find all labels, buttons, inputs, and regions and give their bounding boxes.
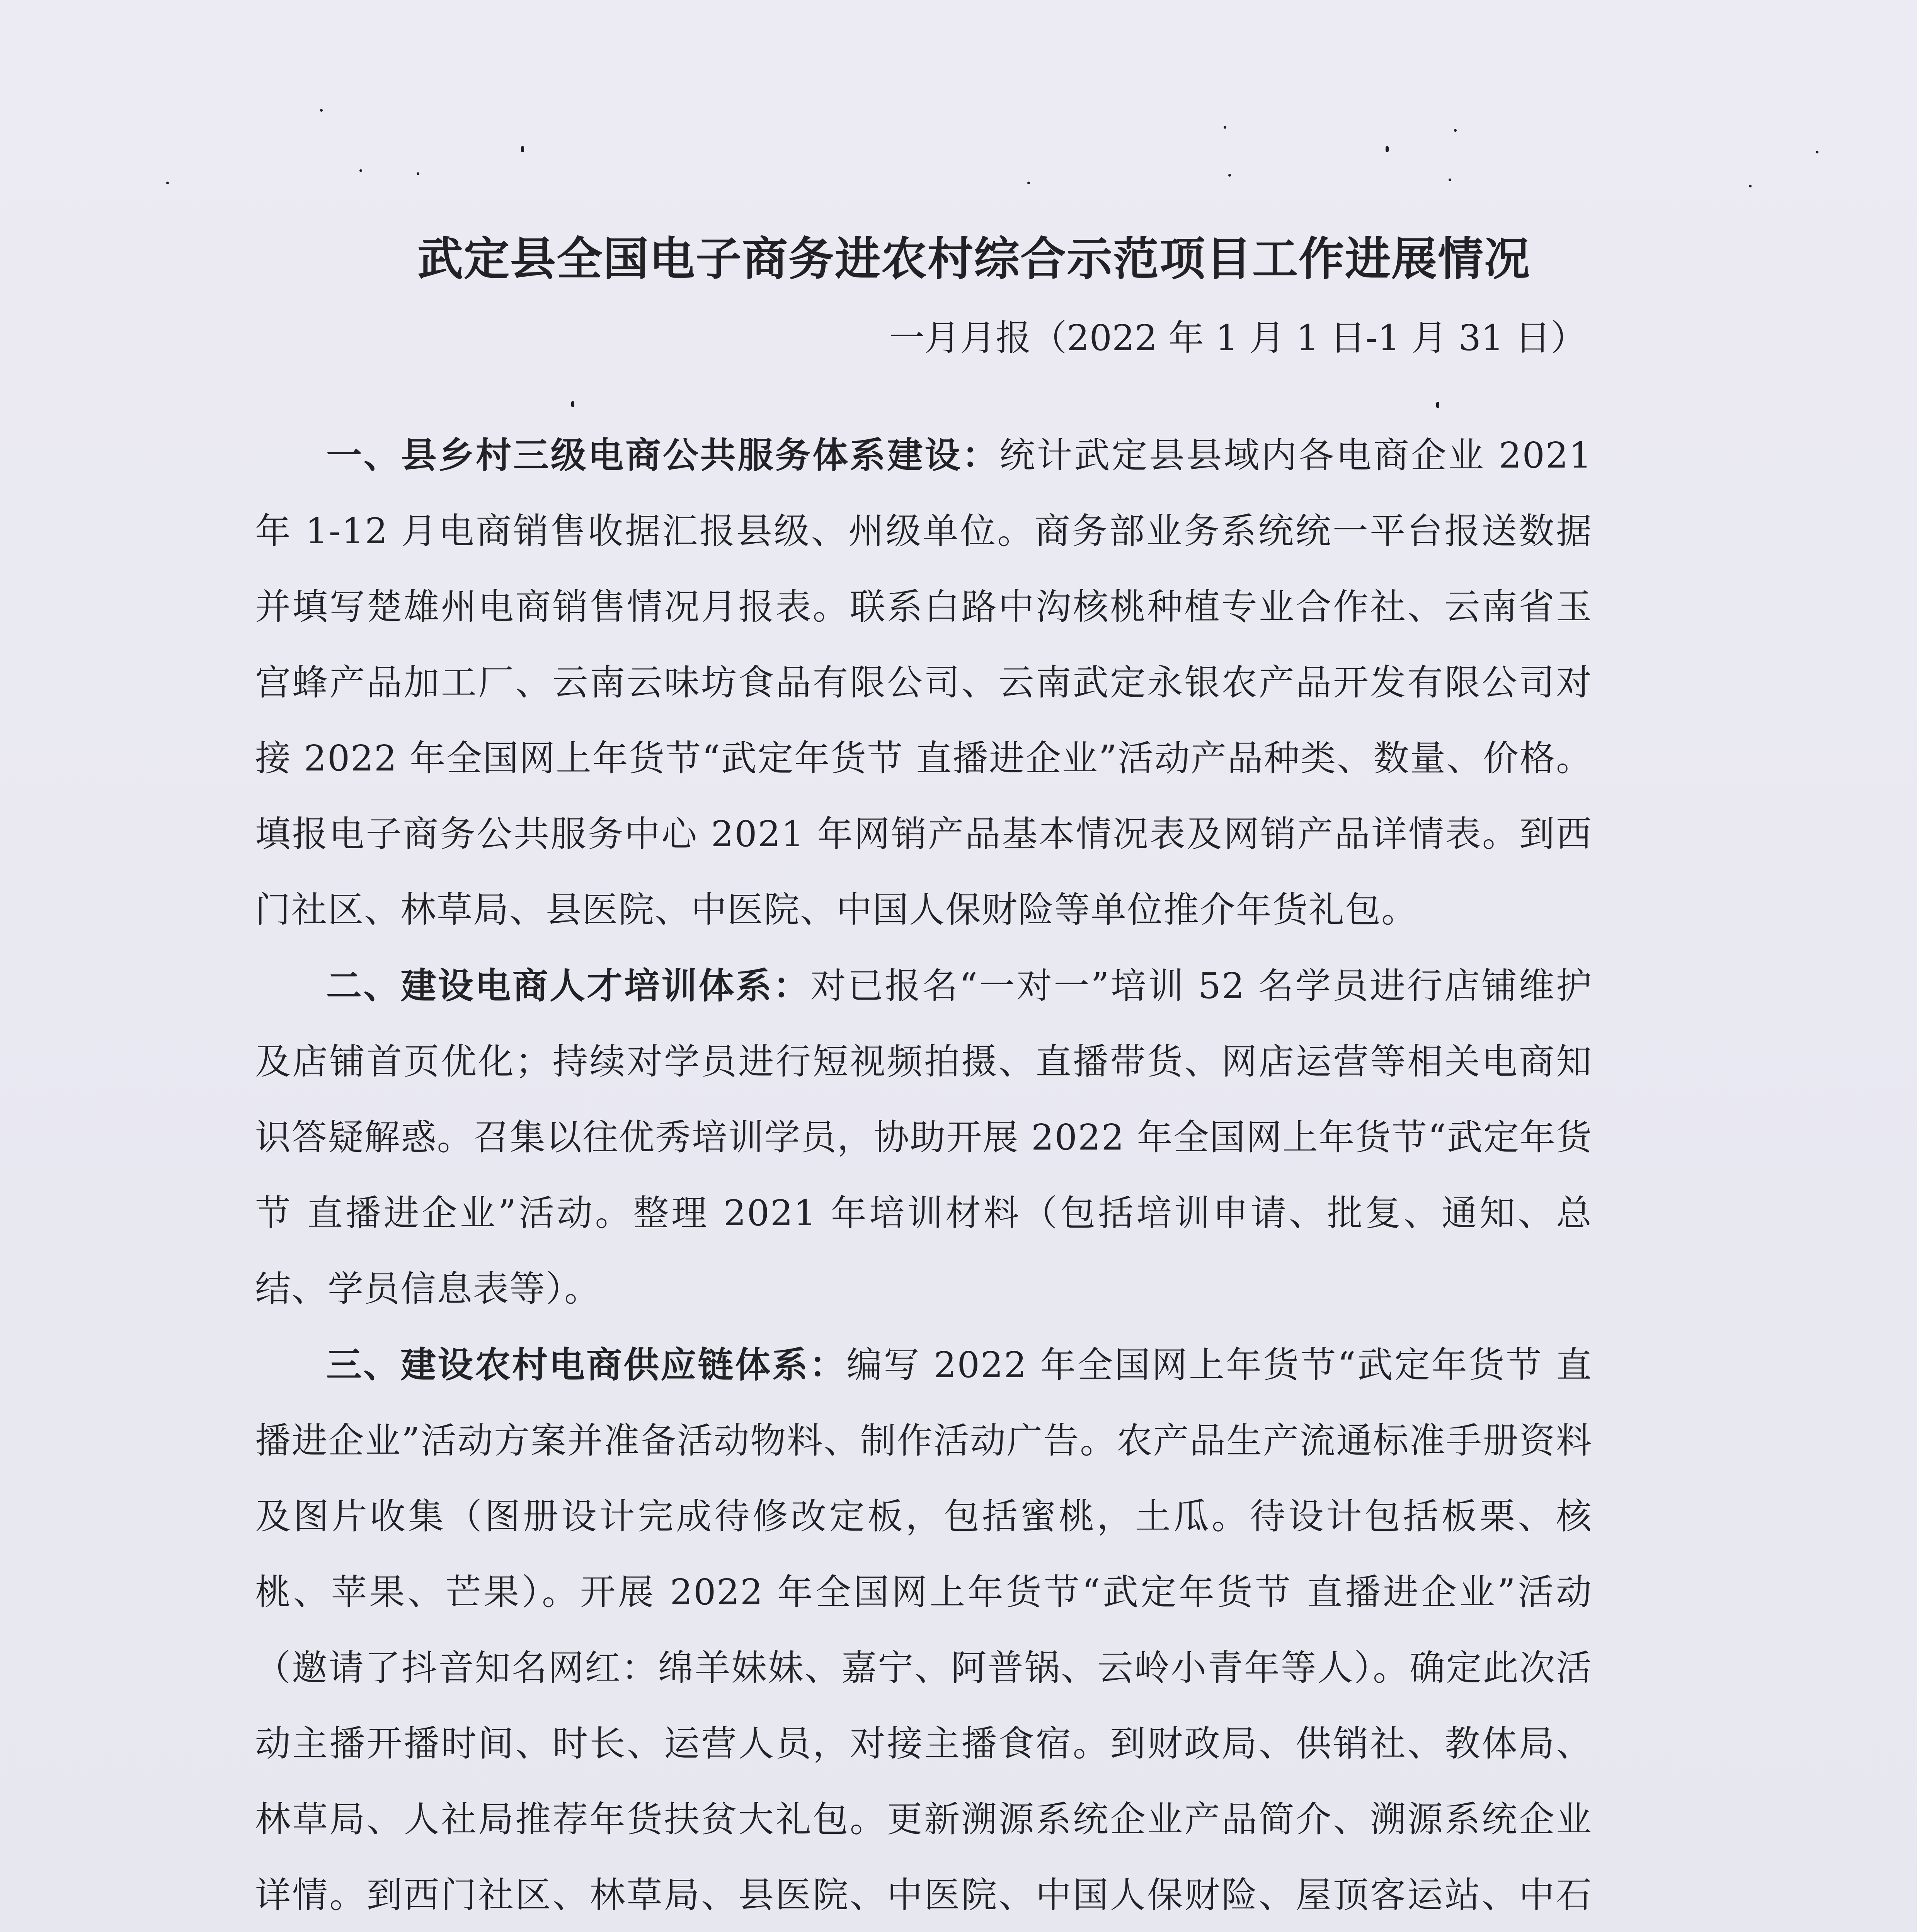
section-heading: 三、建设农村电商供应链体系： [326,1344,847,1386]
scan-speck [1454,129,1457,132]
document-body [255,417,1592,1932]
scan-speck [1027,182,1030,184]
section-paragraph [255,1327,1592,1932]
section-text: 对已报名“一对一”培训 52 名学员进行店铺维护及店铺首页优化；持续对学员进行短视频拍摄、直播带货、网店运营等相关电商知识答疑解惑。召集以往优秀培训学员，协助开展 2022 年全国网上年货节“武定年货节 直播进企业”活动。整理 2021 年培训材料（包括培训申请、批复、通知、总结、学员信息表等）。 [255,965,1592,1310]
section-paragraph [255,417,1592,948]
scan-speck [1816,151,1818,153]
section-heading: 一、县乡村三级电商公共服务体系建设： [326,434,999,476]
scan-speck [571,401,574,407]
scan-speck [1224,126,1226,129]
document-title: 武定县全国电子商务进农村综合示范项目工作进展情况 [417,232,1531,286]
scan-speck [359,169,362,172]
scan-speck [1749,185,1752,187]
section-paragraph [255,948,1592,1327]
section-text: 统计武定县县域内各电商企业 2021 年 1-12 月电商销售收据汇报县级、州级单位。商务部业务系统统一平台报送数据并填写楚雄州电商销售情况月报表。联系白路中沟核桃种植专业合作社、云南省玉宫蜂产品加工厂、云南云味坊食品有限公司、云南武定永银农产品开发有限公司对接 2022 年全国网上年货节“武定年货节 直播进企业”活动产品种类、数量、价格。填报电子商务公共服务中心 2021 年网销产品基本情况表及网销产品详情表。到西门社区、林草局、县医院、中医院、中国人保财险等单位推介年货礼包。 [255,435,1592,930]
scan-speck [521,146,524,152]
scan-speck [1436,402,1439,408]
scan-speck [1228,174,1231,177]
scan-speck [320,109,323,112]
section-text: 编写 2022 年全国网上年货节“武定年货节 直播进企业”活动方案并准备活动物料、制作活动广告。农产品生产流通标准手册资料及图片收集（图册设计完成待修改定板，包括蜜桃，土瓜。待设计包括板栗、核桃、苹果、芒果）。开展 2022 年全国网上年货节“武定年货节 直播进企业”活动（邀请了抖音知名网红：绵羊妹妹、嘉宁、阿普锅、云岭小青年等人）。确定此次活动主播开播时间、时长、运营人员，对接主播食宿。到财政局、供销社、教体局、林草局、人社局推荐年货扶贫大礼包。更新溯源系统企业产品简介、溯源系统企业详情。到西门社区、林草局、县医院、中医院、中国人保财险、屋顶客运站、中石 [255,1344,1592,1916]
document-subtitle: 一月月报（2022 年 1 月 1 日-1 月 31 日） [889,317,1586,359]
scan-speck [1386,146,1389,152]
section-heading: 二、建设电商人才培训体系： [326,965,810,1007]
scan-speck [1449,179,1451,181]
scan-speck [166,182,169,184]
scan-speck [417,172,419,175]
